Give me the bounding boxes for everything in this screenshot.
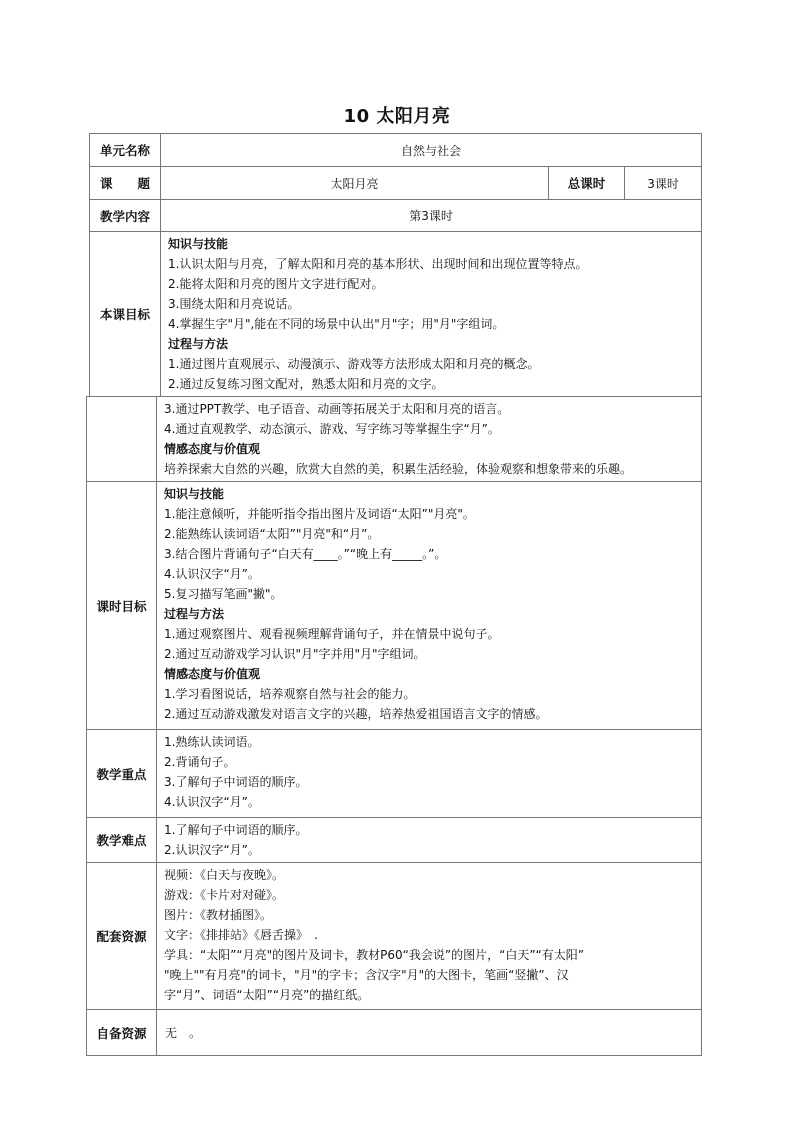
content-line: 培养探索大自然的兴趣，欣赏大自然的美，积累生活经验，体验观察和想象带来的乐趣。 (164, 462, 633, 476)
content-line: 2.背诵句子。 (164, 755, 236, 769)
own-resources-label: 自备资源 (87, 1010, 157, 1056)
content-line: 图片：《教材插图》。 (164, 908, 273, 922)
content-line: 视频：《白天与夜晚》。 (164, 868, 285, 882)
content-line: 学具：“太阳”“月亮"的图片及词卡，教材P60“我会说”的图片，“白天”“有太阳” (164, 948, 584, 962)
content-line: 3.结合图片背诵句子“白天有____。”“晚上有_____。”。 (164, 547, 447, 561)
lesson-goals-content (161, 232, 702, 397)
content-line: 4.认识汉字“月”。 (164, 795, 260, 809)
content-line: 1.学习看图说话，培养观察自然与社会的能力。 (164, 687, 416, 701)
own-resources-value: 无 。 (157, 1010, 702, 1056)
content-line: "晚上""有月亮"的词卡，"月"的字卡；含汉字"月"的大图卡，笔画“竖撇”、汉 (164, 968, 569, 982)
key-points-label: 教学重点 (87, 730, 157, 818)
total-hours-label: 总课时 (549, 167, 625, 200)
lesson-goals-label: 本课目标 (90, 232, 161, 397)
row-resources (87, 863, 702, 1010)
section-heading: 知识与技能 (164, 487, 225, 501)
row-lesson-goals-continued (87, 397, 702, 482)
key-points-content (157, 730, 702, 818)
content-line: 1.认识太阳与月亮，了解太阳和月亮的基本形状、出现时间和出现位置等特点。 (168, 257, 588, 271)
row-period-goals (87, 482, 702, 730)
content-line: 2.通过互动游戏激发对语言文字的兴趣，培养热爱祖国语言文字的情感。 (164, 707, 548, 721)
content-line: 1.了解句子中词语的顺序。 (164, 823, 308, 837)
period-goals-content (157, 482, 702, 730)
row-unit-name (90, 134, 702, 167)
content-line: 2.能熟练认读词语“太阳”"月亮"和“月”。 (164, 527, 380, 541)
difficulties-label: 教学难点 (87, 818, 157, 863)
topic-value: 太阳月亮 (161, 167, 549, 200)
page-title: 10 太阳月亮 (343, 106, 451, 127)
content-line: 2.能将太阳和月亮的图片文字进行配对。 (168, 277, 384, 291)
content-line: 2.认识汉字“月”。 (164, 843, 260, 857)
section-heading: 知识与技能 (168, 237, 229, 251)
section-heading: 过程与方法 (164, 607, 225, 621)
section-heading: 情感态度与价值观 (164, 442, 261, 456)
content-line: 4.认识汉字“月”。 (164, 567, 260, 581)
unit-name-label: 单元名称 (90, 134, 161, 167)
content-line: 4.掌握生字"月",能在不同的场景中认出"月"字；用"月"字组词。 (168, 317, 505, 331)
content-line: 文字：《排排站》《唇舌操》 . (164, 928, 318, 942)
difficulties-content (157, 818, 702, 863)
content-line: 1.通过观察图片、观看视频理解背诵句子，并在情景中说句子。 (164, 627, 500, 641)
content-line: 3.了解句子中词语的顺序。 (164, 775, 308, 789)
resources-content (157, 863, 702, 1010)
row-key-points (87, 730, 702, 818)
content-line: 1.通过图片直观展示、动漫演示、游戏等方法形成太阳和月亮的概念。 (168, 357, 540, 371)
total-hours-value: 3课时 (625, 167, 702, 200)
row-difficulties (87, 818, 702, 863)
resources-label: 配套资源 (87, 863, 157, 1010)
row-topic (90, 167, 702, 200)
lesson-plan-table-part2 (86, 396, 702, 1056)
period-goals-label: 课时目标 (87, 482, 157, 730)
lesson-goals-continued-label (87, 397, 157, 482)
teaching-content-label: 教学内容 (90, 200, 161, 232)
section-heading: 过程与方法 (168, 337, 229, 351)
row-teaching-content (90, 200, 702, 232)
content-line: 2.通过反复练习图文配对，熟悉太阳和月亮的文字。 (168, 377, 444, 391)
content-line: 1.能注意倾听，并能听指令指出图片及词语“太阳”"月亮"。 (164, 507, 475, 521)
row-lesson-goals (90, 232, 702, 397)
section-heading: 情感态度与价值观 (164, 667, 261, 681)
row-own-resources (87, 1010, 702, 1056)
unit-name-value: 自然与社会 (161, 134, 702, 167)
content-line: 5.复习描写笔画"撇"。 (164, 587, 283, 601)
content-line: 游戏：《卡片对对碰》。 (164, 888, 285, 902)
content-line: 3.通过PPT教学、电子语音、动画等拓展关于太阳和月亮的语言。 (164, 402, 510, 416)
topic-label: 课 题 (90, 167, 161, 200)
content-line: 1.熟练认读词语。 (164, 735, 260, 749)
lesson-plan-table-part1 (89, 133, 702, 397)
content-line: 4.通过直观教学、动态演示、游戏、写字练习等掌握生字“月”。 (164, 422, 500, 436)
content-line: 字“月”、词语“太阳”“月亮”的描红纸。 (164, 988, 370, 1002)
content-line: 2.通过互动游戏学习认识"月"字并用"月"字组词。 (164, 647, 426, 661)
teaching-content-value: 第3课时 (161, 200, 702, 232)
lesson-goals-continued-content (157, 397, 702, 482)
content-line: 3.围绕太阳和月亮说话。 (168, 297, 300, 311)
